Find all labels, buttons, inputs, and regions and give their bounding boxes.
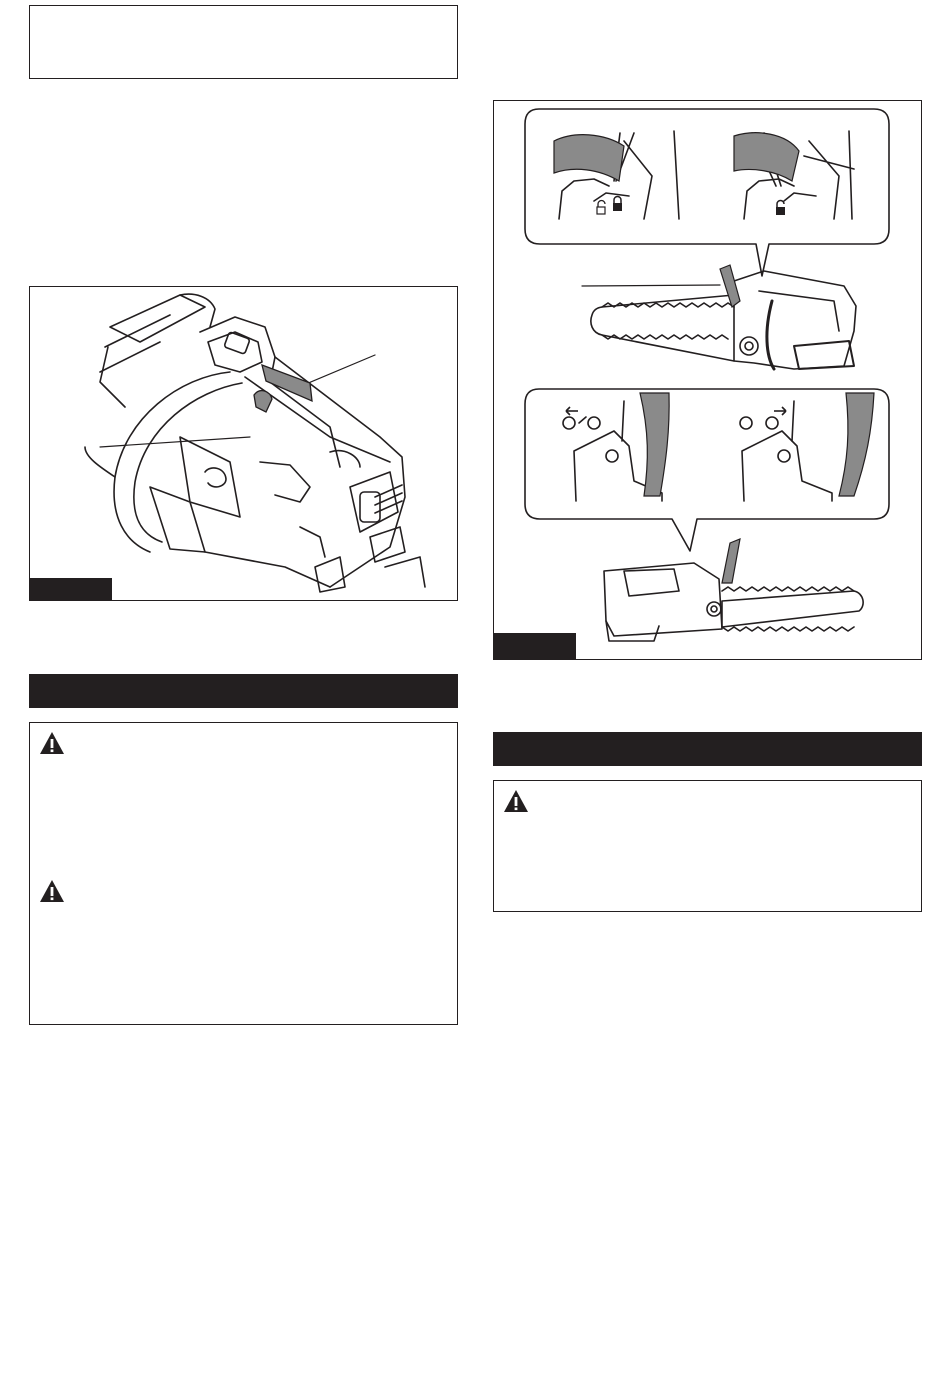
lock-open-icon	[776, 201, 785, 216]
note-box	[29, 5, 458, 79]
arrow-left-icon	[566, 407, 578, 415]
lock-open-icon	[597, 201, 605, 215]
warning-triangle-icon	[503, 789, 529, 813]
warning-triangle-icon	[39, 879, 65, 903]
warning-box-left	[29, 722, 458, 1025]
chainsaw-top-view-illustration	[30, 287, 457, 600]
chain-brake-positions-illustration	[494, 101, 921, 659]
section-heading-right	[493, 732, 922, 766]
warning-box-right	[493, 780, 922, 912]
lock-closed-icon	[613, 197, 622, 212]
figure-1-label-tab	[30, 578, 112, 600]
warning-triangle-icon	[39, 731, 65, 755]
figure-1	[29, 286, 458, 601]
figure-2	[493, 100, 922, 660]
section-heading-left	[29, 674, 458, 708]
figure-2-label-tab	[494, 633, 576, 659]
arrow-right-icon	[774, 407, 786, 415]
